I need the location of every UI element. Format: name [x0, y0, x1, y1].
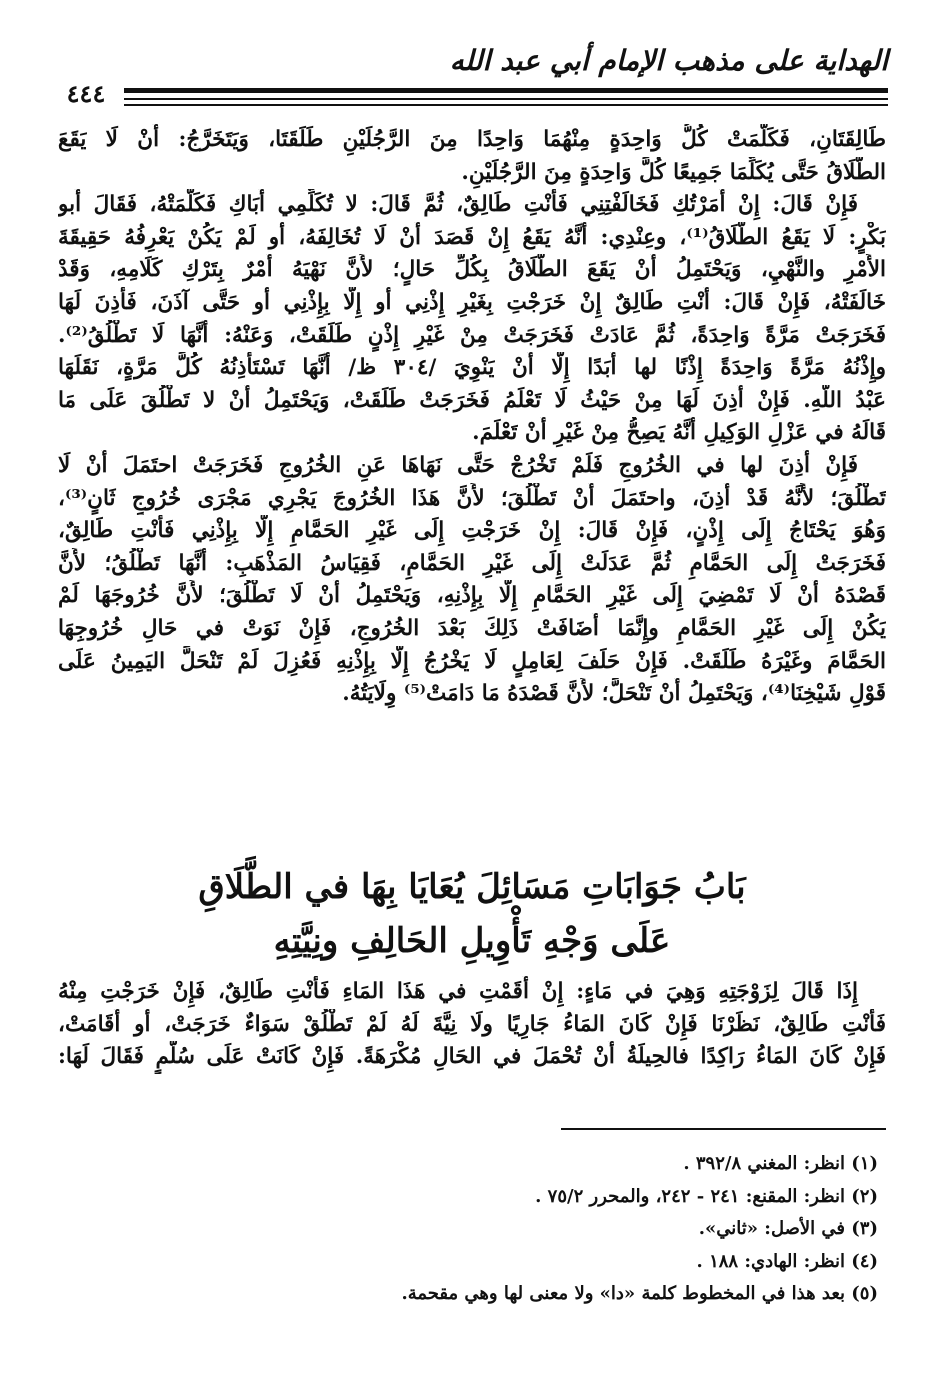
text-line: الطَّلَاقُ حَتَّى يُكَلِّمَا جَمِيعًا كُلَّ وَاحِدَةٍ مِنَ الرَّجُلَيْنِ. [461, 159, 886, 185]
text-line: فَإِنْ قَالَ: إِنْ أَمَرْتُكِ فَخَالَفْتِنِي فَأَنْتِ طَالِقٌ، ثُمَّ قَالَ: لا تُكَلِّمِي أَبَاكِ فَكَلَّمَتْهُ، فَقَالَ أَبو [58, 192, 858, 218]
header-rule-thin [120, 98, 888, 100]
text-line: قَوْلِ شَيْخِنَا⁽⁴⁾، وَيَحْتَمِلُ أَنْ تَنْحَلَّ؛ لأَنَّ قَصْدَهُ مَا دَامَتْ⁽⁵⁾ وِلَايَتُهُ. [342, 681, 886, 707]
text-line: فَخَرَجَتْ مَرَّةً وَاحِدَةً، ثُمَّ عَادَتْ فَخَرَجَتْ مِنْ غَيْرِ إِذْنٍ طَلَقَتْ، وَعَنْهُ: أَنَّهَا لَا تَطْلُقُ⁽²⁾. [58, 322, 886, 348]
running-header [0, 40, 944, 108]
text-line: إِذَا قَالَ لِزَوْجَتِهِ وَهِيَ في مَاءٍ: إِنْ أَقَمْتِ في هَذَا المَاءِ فَأَنْتِ طَالِقٌ، فَإِنْ خَرَجْتِ مِنْهُ [58, 979, 858, 1004]
body-text-section-2 [58, 976, 886, 1074]
chapter-heading-line-1: بَابُ جَوَابَاتِ مَسَائِلَ يُعَايَا بِهَا في الطَّلَاقِ [198, 867, 746, 907]
footnote-item: (٥) بعد هذا في المخطوط كلمة «دا» ولا معنى لها وهي مقحمة. [401, 1283, 878, 1304]
page-number: ٤٤٤ [48, 80, 124, 108]
footnote-item: (١) انظر: المغني ٣٩٢/٨ . [683, 1153, 878, 1174]
text-line: الحَمَّامَ وغَيْرَهُ طَلَقَتْ. فَإِنْ حَلَفَ لِعَامِلٍ لَا يَخْرُجُ إِلَّا بِإِذْنِهِ فَعُزِلَ لَمْ تَنْحَلَّ اليَمِينُ عَلَى [58, 648, 886, 674]
footnotes [58, 1148, 878, 1311]
footnote-item: (٢) انظر: المقنع: ٢٤١ - ٢٤٢، والمحرر ٧٥/٢ . [535, 1185, 878, 1207]
body-text-section-1 [58, 124, 886, 711]
text-line: طَالِقَتَانِ، فَكَلَّمَتْ كُلُّ وَاحِدَةٍ مِنْهُمَا وَاحِدًا مِنَ الرَّجُلَيْنِ طَلَقَتَا، وَيَتَخَرَّجُ: أَنْ لَا يَقَعَ [58, 127, 886, 152]
footnote-item: (٤) انظر: الهادي: ١٨٨ . [696, 1250, 878, 1272]
text-line: يَكُنْ إِلَى غَيْرِ الحَمَّامِ وإِنَّمَا أَضَافَتْ ذَلِكَ بَعْدَ الخُرُوجِ، فَإِنْ نَوَتْ في حَالِ خُرُوجِهَا [58, 615, 886, 641]
text-line: الأَمْرِ والنَّهْيِ، وَيَحْتَمِلُ أَنْ يَقَعَ الطَّلَاقُ بِكُلِّ حَالٍ؛ لأَنَّ نَهْيَهُ أَمْرٌ بِتَرْكِ كَلَامِهِ، وَقَدْ [58, 257, 886, 283]
chapter-heading-line-2: عَلَى وَجْهِ تَأْوِيلِ الحَالِفِ ونِيَّتِهِ [273, 921, 671, 961]
text-line: تَطْلُقَ؛ لأَنَّهُ قَدْ أَذِنَ، واحتَمَلَ أَنْ تَطْلُقَ؛ لأَنَّ هَذَا الخُرُوجَ يَجْرِي مَجْرَى خُرُوجٍ ثَانٍ⁽³⁾، [58, 485, 886, 511]
text-line: وَهُوَ يَحْتَاجُ إِلَى إِذْنٍ، فَإِنْ قَالَ: إِنْ خَرَجْتِ إِلَى غَيْرِ الحَمَّامِ إِلَّا بِإِذْنِي فَأَنْتِ طَالِقٌ، [58, 518, 886, 544]
text-line: فَخَرَجَتْ إِلَى الحَمَّامِ ثُمَّ عَدَلَتْ إِلَى غَيْرِ الحَمَّامِ، فَقِيَاسُ المَذْهَبِ: أَنَّهَا تَطْلُقُ؛ لأَنَّ [58, 550, 886, 576]
text-line: قَالَهُ في عَزْلِ الوَكِيلِ أَنَّهُ يَصِحُّ مِنْ غَيْرِ أَنْ تَعْلَمَ. [472, 420, 886, 446]
text-line: عَبْدُ اللَّهِ. فَإِنْ أَذِنَ لَهَا مِنْ حَيْثُ لَا تَعْلَمُ فَخَرَجَتْ طَلَقَتْ، وَيَحْتَمِلُ أَنْ لا تَطْلُقَ عَلَى مَا [58, 387, 886, 413]
text-line: فَإِنْ أَذِنَ لها في الخُرُوجِ فَلَمْ تَخْرُجْ حَتَّى نَهَاهَا عَنِ الخُرُوجِ فَخَرَجَتْ احتَمَلَ أَنْ لَا [58, 452, 858, 478]
header-rule-thin [120, 104, 888, 106]
text-line: فَأَنْتِ طَالِقٌ، نَظَرْنَا فَإِنْ كَانَ المَاءُ جَارِيًا ولَا نِيَّةَ لَهُ لَمْ تَطْلُقْ سَوَاءٌ خَرَجَتْ، أو أَقَامَتْ، [58, 1011, 886, 1037]
text-line: خَالَفَتْهُ، فَإِنْ قَالَ: أَنْتِ طَالِقٌ إِنْ خَرَجْتِ بِغَيْرِ إِذْنِي أو إِلَّا بِإِذْنِي أو حَتَّى آذَنَ، فَأَذِنَ لَهَا [58, 289, 886, 315]
text-line: بَكْرٍ: لَا يَقَعُ الطَّلَاقُ⁽¹⁾، وعِنْدِي: أَنَّهُ يَقَعُ إِنْ قَصَدَ أَنْ لَا تُخَالِفَهُ، أو لَمْ يَكُنْ يَعْرِفُهُ حَقِيقَةَ [58, 224, 886, 250]
text-line: فَإِنْ كَانَ المَاءُ رَاكِدًا فالحِيلَةُ أَنْ تُحْمَلَ في الحَالِ مُكْرَهَةً. فَإِنْ كَانَتْ عَلَى سُلَّمٍ فَقَالَ لَهَا: [58, 1044, 886, 1070]
text-line: قَصْدَهُ أَنْ لَا تَمْضِيَ إِلَى غَيْرِ الحَمَّامِ إِلَّا بِإِذْنِهِ، وَيَحْتَمِلُ أَنْ لَا تَطْلُقَ؛ لأَنَّ خُرُوجَهَا لَمْ [58, 583, 886, 609]
footnote-item: (٣) في الأصل: «ثاني». [698, 1218, 878, 1239]
header-rule-thick [120, 88, 888, 93]
book-title: الهداية على مذهب الإمام أبي عبد الله [449, 44, 888, 77]
footnote-separator [561, 1128, 886, 1130]
text-line: وإِذْنُهُ مَرَّةً وَاحِدَةً إِذْنًا لها أَبَدًا إِلَّا أَنْ يَنْوِيَ /٣٠٤ ظ/ أَنَّهَا تَسْتَأْذِنُهُ كُلَّ مَرَّةٍ، نَقَلَهَا [58, 355, 886, 381]
